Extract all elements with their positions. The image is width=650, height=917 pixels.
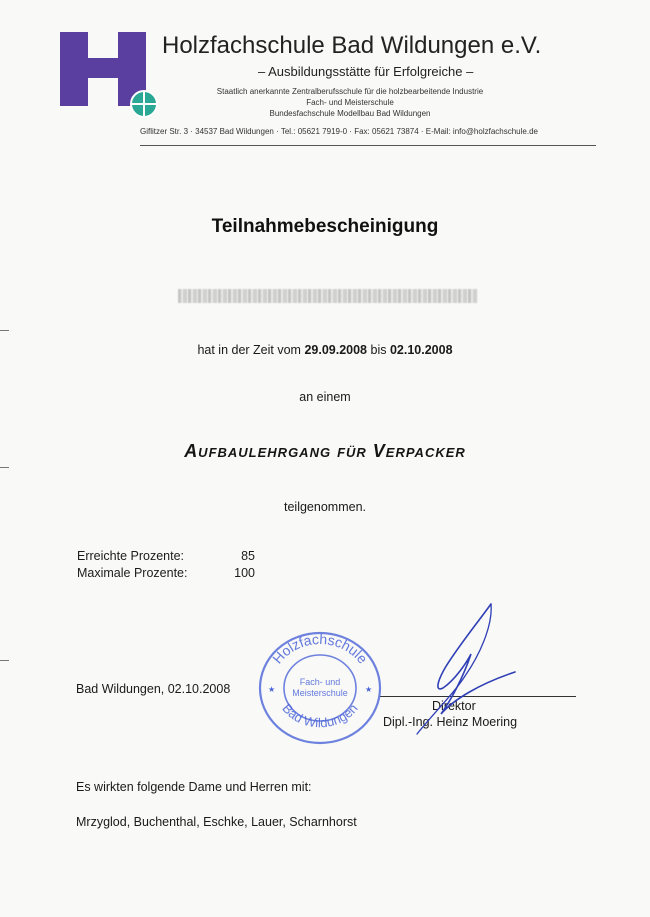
certificate-title: Teilnahmebescheinigung xyxy=(211,216,439,237)
director-signature xyxy=(375,596,540,746)
school-stamp xyxy=(255,628,385,746)
signer-role: Direktor xyxy=(432,699,476,713)
federal-school-line: Bundesfachschule Modellbau Bad Wildungen xyxy=(269,109,431,118)
stamp-star-icon: ★ xyxy=(268,685,276,694)
date-to: 02.10.2008 xyxy=(389,343,453,357)
fold-mark xyxy=(0,660,9,661)
tagline: – Ausbildungsstätte für Erfolgreiche – xyxy=(258,64,474,79)
max-percent-label: Maximale Prozente: xyxy=(77,566,188,580)
accreditation-line: Staatlich anerkannte Zentralberufsschule für die holzbearbeitende Industrie xyxy=(216,87,484,96)
contributors-intro: Es wirkten folgende Dame und Herren mit: xyxy=(76,780,312,794)
fold-mark xyxy=(0,467,9,468)
achieved-percent-label: Erreichte Prozente: xyxy=(77,549,184,563)
achieved-percent-value: 85 xyxy=(241,549,255,563)
an-einem-text: an einem xyxy=(299,390,351,404)
period-mid: bis xyxy=(370,343,387,357)
stamp-star-icon: ★ xyxy=(365,685,373,694)
date-from: 29.09.2008 xyxy=(304,343,368,357)
school-logo xyxy=(60,32,160,118)
fold-mark xyxy=(0,330,9,331)
period-line xyxy=(0,343,650,357)
signer-name: Dipl.-Ing. Heinz Moering xyxy=(383,715,518,729)
max-percent-value: 100 xyxy=(234,566,255,580)
school-type-line: Fach- und Meisterschule xyxy=(306,98,394,107)
course-title: Aufbaulehrgang für Verpacker xyxy=(184,441,466,461)
place-and-date: Bad Wildungen, 02.10.2008 xyxy=(76,682,231,696)
address-line: Giflitzer Str. 3 · 34537 Bad Wildungen · Tel.: 05621 7919-0 · Fax: 05621 73874 · E-Mail: info@holzfachschule.de xyxy=(140,127,538,136)
stamp-inner-line2: Meisterschule xyxy=(292,688,348,698)
contributors-list: Mrzyglod, Buchenthal, Eschke, Lauer, Scharnhorst xyxy=(76,815,357,829)
stamp-bottom-text: Bad Wildungen xyxy=(279,700,361,731)
stamp-top-text: Holzfachschule xyxy=(269,630,371,667)
redacted-participant-name xyxy=(178,289,478,303)
svg-text:Bad Wildungen xyxy=(279,701,360,731)
school-name: Holzfachschule Bad Wildungen e.V. xyxy=(162,32,542,59)
stamp-inner-line1: Fach- und xyxy=(299,677,341,687)
period-prefix: hat in der Zeit vom xyxy=(197,343,301,357)
letterhead-divider xyxy=(140,145,596,146)
svg-text:Holzfachschule xyxy=(269,631,371,667)
participated-text: teilgenommen. xyxy=(284,500,366,514)
